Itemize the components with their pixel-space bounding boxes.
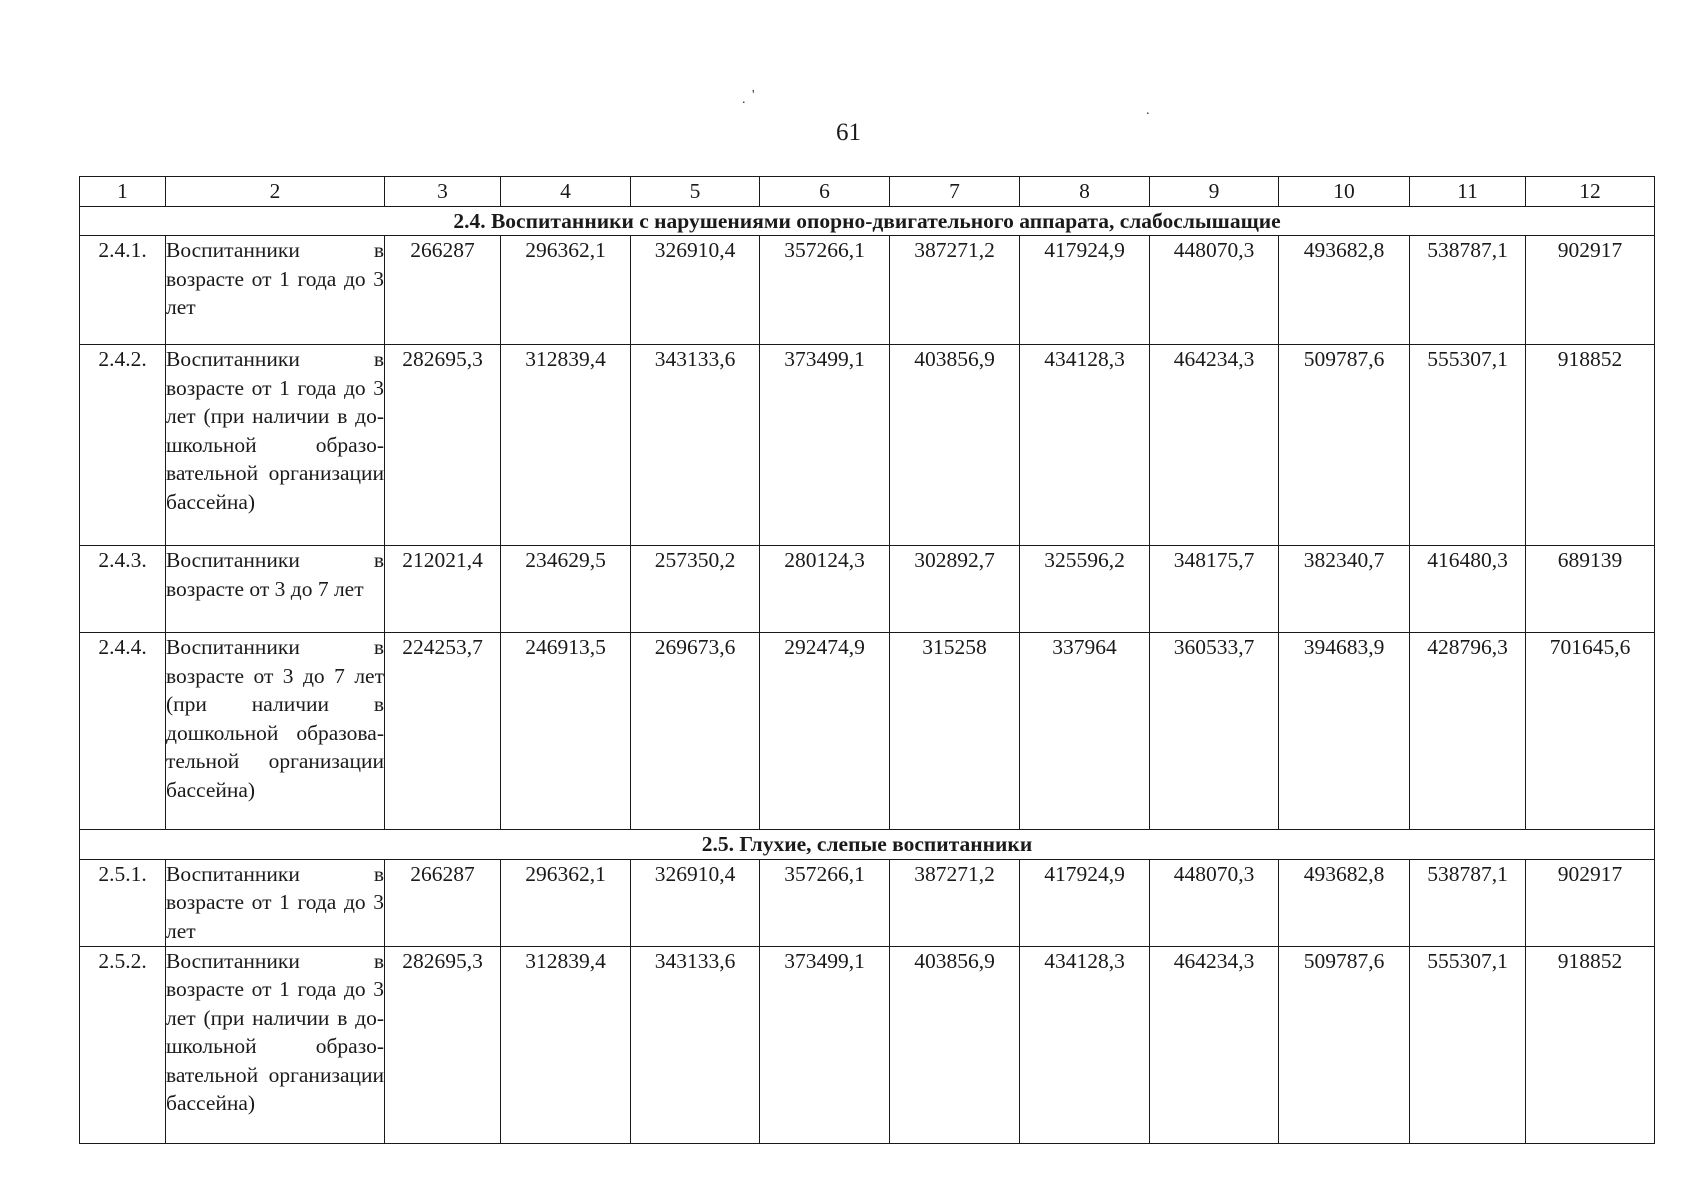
scan-speck: ' — [752, 88, 755, 103]
value-cell: 269673,6 — [631, 633, 760, 830]
table-row — [80, 633, 1655, 830]
value-cell: 448070,3 — [1150, 236, 1279, 345]
value-cell: 902917 — [1526, 859, 1655, 946]
value-cell: 464234,3 — [1150, 946, 1279, 1143]
value-cell: 266287 — [385, 236, 501, 345]
table-row — [80, 345, 1655, 546]
value-cell: 246913,5 — [501, 633, 631, 830]
value-cell: 326910,4 — [631, 859, 760, 946]
scan-speck: . — [742, 92, 746, 107]
column-number: 6 — [760, 177, 890, 207]
value-cell: 394683,9 — [1279, 633, 1410, 830]
value-cell: 902917 — [1526, 236, 1655, 345]
column-number: 2 — [166, 177, 385, 207]
value-cell: 417924,9 — [1020, 859, 1150, 946]
value-cell: 224253,7 — [385, 633, 501, 830]
row-code: 2.4.2. — [80, 345, 166, 546]
row-code: 2.4.4. — [80, 633, 166, 830]
value-cell: 434128,3 — [1020, 345, 1150, 546]
table-row — [80, 236, 1655, 345]
value-cell: 348175,7 — [1150, 546, 1279, 633]
value-cell: 689139 — [1526, 546, 1655, 633]
section-heading: 2.4. Воспитанники с нарушениями опорно-двигательного аппарата, слабослышащие — [80, 206, 1655, 236]
column-number: 7 — [890, 177, 1020, 207]
value-cell: 538787,1 — [1410, 859, 1526, 946]
column-number: 4 — [501, 177, 631, 207]
row-code: 2.4.1. — [80, 236, 166, 345]
value-cell: 292474,9 — [760, 633, 890, 830]
column-number: 3 — [385, 177, 501, 207]
value-cell: 373499,1 — [760, 345, 890, 546]
value-cell: 234629,5 — [501, 546, 631, 633]
column-number: 1 — [80, 177, 166, 207]
value-cell: 417924,9 — [1020, 236, 1150, 345]
value-cell: 357266,1 — [760, 236, 890, 345]
value-cell: 312839,4 — [501, 345, 631, 546]
page-number: 61 — [836, 119, 861, 146]
row-code: 2.5.2. — [80, 946, 166, 1143]
value-cell: 360533,7 — [1150, 633, 1279, 830]
row-description: Воспитанники в возрасте от 1 года до 3 лет — [166, 236, 385, 345]
value-cell: 325596,2 — [1020, 546, 1150, 633]
value-cell: 701645,6 — [1526, 633, 1655, 830]
row-description: Воспитанники в возрасте от 3 до 7 лет — [166, 546, 385, 633]
section-heading: 2.5. Глухие, слепые воспитанники — [80, 830, 1655, 860]
row-description: Воспитанники в возрасте от 1 года до 3 лет (при наличии в дошкольной образовательной организации бассейна) — [166, 946, 385, 1143]
value-cell: 343133,6 — [631, 345, 760, 546]
table-row — [80, 946, 1655, 1143]
value-cell: 387271,2 — [890, 236, 1020, 345]
row-description: Воспитанники в возрасте от 1 года до 3 лет (при наличии в дошкольной образовательной организации бассейна) — [166, 345, 385, 546]
value-cell: 538787,1 — [1410, 236, 1526, 345]
value-cell: 282695,3 — [385, 345, 501, 546]
value-cell: 257350,2 — [631, 546, 760, 633]
value-cell: 918852 — [1526, 345, 1655, 546]
value-cell: 296362,1 — [501, 236, 631, 345]
value-cell: 357266,1 — [760, 859, 890, 946]
value-cell: 428796,3 — [1410, 633, 1526, 830]
value-cell: 918852 — [1526, 946, 1655, 1143]
value-cell: 416480,3 — [1410, 546, 1526, 633]
value-cell: 326910,4 — [631, 236, 760, 345]
scan-speck: . — [1146, 103, 1150, 118]
row-code: 2.4.3. — [80, 546, 166, 633]
value-cell: 296362,1 — [501, 859, 631, 946]
column-number: 12 — [1526, 177, 1655, 207]
value-cell: 337964 — [1020, 633, 1150, 830]
value-cell: 212021,4 — [385, 546, 501, 633]
value-cell: 403856,9 — [890, 946, 1020, 1143]
row-description: Воспитанники в возрасте от 1 года до 3 лет — [166, 859, 385, 946]
row-code: 2.5.1. — [80, 859, 166, 946]
value-cell: 387271,2 — [890, 859, 1020, 946]
value-cell: 555307,1 — [1410, 345, 1526, 546]
column-number: 9 — [1150, 177, 1279, 207]
tariff-table — [79, 176, 1655, 1144]
value-cell: 302892,7 — [890, 546, 1020, 633]
value-cell: 493682,8 — [1279, 236, 1410, 345]
value-cell: 282695,3 — [385, 946, 501, 1143]
value-cell: 280124,3 — [760, 546, 890, 633]
value-cell: 315258 — [890, 633, 1020, 830]
section-heading-row — [80, 830, 1655, 860]
row-description: Воспитанники в возрасте от 3 до 7 лет (при наличии в дошкольной образовательной организации бассейна) — [166, 633, 385, 830]
value-cell: 266287 — [385, 859, 501, 946]
column-number-row — [80, 177, 1655, 207]
column-number: 5 — [631, 177, 760, 207]
value-cell: 509787,6 — [1279, 345, 1410, 546]
table-row — [80, 546, 1655, 633]
value-cell: 373499,1 — [760, 946, 890, 1143]
value-cell: 343133,6 — [631, 946, 760, 1143]
value-cell: 434128,3 — [1020, 946, 1150, 1143]
value-cell: 509787,6 — [1279, 946, 1410, 1143]
value-cell: 555307,1 — [1410, 946, 1526, 1143]
value-cell: 464234,3 — [1150, 345, 1279, 546]
value-cell: 382340,7 — [1279, 546, 1410, 633]
value-cell: 403856,9 — [890, 345, 1020, 546]
value-cell: 448070,3 — [1150, 859, 1279, 946]
column-number: 8 — [1020, 177, 1150, 207]
table-row — [80, 859, 1655, 946]
section-heading-row — [80, 206, 1655, 236]
column-number: 11 — [1410, 177, 1526, 207]
value-cell: 493682,8 — [1279, 859, 1410, 946]
column-number: 10 — [1279, 177, 1410, 207]
value-cell: 312839,4 — [501, 946, 631, 1143]
